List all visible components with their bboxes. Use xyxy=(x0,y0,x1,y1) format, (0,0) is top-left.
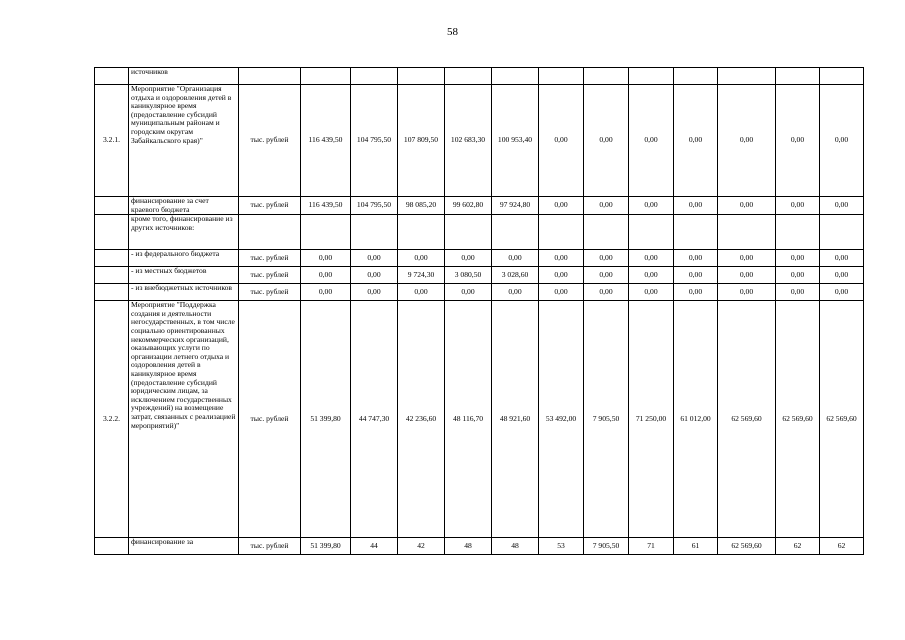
value-cell: 62 xyxy=(776,538,820,555)
value-cell: 102 683,30 xyxy=(445,85,492,197)
row-name: финансирование за xyxy=(129,538,239,555)
row-name: финансирование за счет краевого бюджета xyxy=(129,197,239,215)
table-row xyxy=(95,301,864,538)
value-cell: 0,00 xyxy=(820,197,864,215)
row-name: - из местных бюджетов xyxy=(129,267,239,284)
value-cell: 62 569,60 xyxy=(718,301,776,538)
value-cell xyxy=(492,68,539,85)
row-code xyxy=(95,284,129,301)
value-cell: 3 028,60 xyxy=(492,267,539,284)
value-cell: 0,00 xyxy=(539,197,584,215)
page-number: 58 xyxy=(447,26,458,38)
value-cell: 61 012,00 xyxy=(674,301,718,538)
value-cell: 0,00 xyxy=(776,250,820,267)
value-cell: 48 xyxy=(492,538,539,555)
value-cell: 0,00 xyxy=(398,284,445,301)
value-cell: 53 492,00 xyxy=(539,301,584,538)
value-cell xyxy=(776,68,820,85)
value-cell: 0,00 xyxy=(776,197,820,215)
value-cell: 0,00 xyxy=(301,284,351,301)
value-cell xyxy=(629,68,674,85)
row-name: - из федерального бюджета xyxy=(129,250,239,267)
value-cell: 0,00 xyxy=(674,250,718,267)
value-cell: 0,00 xyxy=(584,267,629,284)
value-cell: 0,00 xyxy=(584,197,629,215)
value-cell: 99 602,80 xyxy=(445,197,492,215)
value-cell: 0,00 xyxy=(820,267,864,284)
value-cell: 71 xyxy=(629,538,674,555)
value-cell: 0,00 xyxy=(776,284,820,301)
value-cell: 0,00 xyxy=(301,267,351,284)
value-cell: 48 116,70 xyxy=(445,301,492,538)
value-cell: 0,00 xyxy=(351,250,398,267)
value-cell: 7 905,50 xyxy=(584,301,629,538)
value-cell xyxy=(718,68,776,85)
value-cell xyxy=(776,215,820,250)
value-cell: 0,00 xyxy=(718,197,776,215)
row-name: кроме того, финансирование из других источников: xyxy=(129,215,239,250)
value-cell: 0,00 xyxy=(629,85,674,197)
value-cell xyxy=(445,68,492,85)
value-cell: 44 747,30 xyxy=(351,301,398,538)
value-cell: 62 xyxy=(820,538,864,555)
value-cell: 0,00 xyxy=(629,197,674,215)
value-cell: 62 569,60 xyxy=(718,538,776,555)
row-name: источников xyxy=(129,68,239,85)
value-cell xyxy=(584,215,629,250)
value-cell xyxy=(301,68,351,85)
row-code xyxy=(95,197,129,215)
value-cell: 0,00 xyxy=(539,85,584,197)
value-cell: 0,00 xyxy=(629,250,674,267)
value-cell: 9 724,30 xyxy=(398,267,445,284)
row-unit xyxy=(239,215,301,250)
value-cell xyxy=(718,215,776,250)
value-cell: 116 439,50 xyxy=(301,85,351,197)
table-row xyxy=(95,197,864,215)
value-cell: 0,00 xyxy=(301,250,351,267)
table-row xyxy=(95,284,864,301)
value-cell: 0,00 xyxy=(718,267,776,284)
value-cell: 104 795,50 xyxy=(351,197,398,215)
value-cell: 42 236,60 xyxy=(398,301,445,538)
row-code: 3.2.1. xyxy=(95,85,129,197)
value-cell xyxy=(820,215,864,250)
value-cell: 0,00 xyxy=(445,284,492,301)
row-unit: тыс. рублей xyxy=(239,85,301,197)
value-cell xyxy=(584,68,629,85)
value-cell xyxy=(674,215,718,250)
value-cell: 0,00 xyxy=(629,267,674,284)
program-table xyxy=(94,67,864,555)
value-cell: 0,00 xyxy=(674,197,718,215)
table-body xyxy=(95,68,864,555)
value-cell: 62 569,60 xyxy=(820,301,864,538)
value-cell: 0,00 xyxy=(539,250,584,267)
value-cell: 0,00 xyxy=(674,267,718,284)
value-cell: 48 xyxy=(445,538,492,555)
value-cell: 0,00 xyxy=(539,267,584,284)
value-cell: 0,00 xyxy=(820,250,864,267)
row-code xyxy=(95,250,129,267)
row-unit: тыс. рублей xyxy=(239,538,301,555)
value-cell: 0,00 xyxy=(351,284,398,301)
value-cell: 71 250,00 xyxy=(629,301,674,538)
value-cell: 0,00 xyxy=(776,267,820,284)
value-cell xyxy=(492,215,539,250)
value-cell: 107 809,50 xyxy=(398,85,445,197)
value-cell: 0,00 xyxy=(351,267,398,284)
value-cell xyxy=(351,215,398,250)
value-cell: 0,00 xyxy=(718,250,776,267)
value-cell: 0,00 xyxy=(398,250,445,267)
row-unit: тыс. рублей xyxy=(239,301,301,538)
value-cell: 0,00 xyxy=(584,284,629,301)
table-row xyxy=(95,215,864,250)
value-cell: 3 080,50 xyxy=(445,267,492,284)
value-cell xyxy=(674,68,718,85)
value-cell: 0,00 xyxy=(820,85,864,197)
row-unit: тыс. рублей xyxy=(239,267,301,284)
value-cell xyxy=(398,68,445,85)
value-cell: 98 085,20 xyxy=(398,197,445,215)
row-name: Мероприятие "Организация отдыха и оздоровления детей в каникулярное время (предоставление субсидий муниципальным районам и городским округам Забайкальского края)" xyxy=(129,85,239,197)
value-cell xyxy=(351,68,398,85)
row-code xyxy=(95,267,129,284)
table-row xyxy=(95,250,864,267)
value-cell: 7 905,50 xyxy=(584,538,629,555)
value-cell: 0,00 xyxy=(539,284,584,301)
row-code xyxy=(95,538,129,555)
value-cell: 0,00 xyxy=(776,85,820,197)
value-cell xyxy=(539,68,584,85)
table-row xyxy=(95,538,864,555)
value-cell xyxy=(398,215,445,250)
table-row xyxy=(95,85,864,197)
value-cell xyxy=(301,215,351,250)
value-cell: 0,00 xyxy=(445,250,492,267)
table-row xyxy=(95,68,864,85)
value-cell: 0,00 xyxy=(718,85,776,197)
value-cell: 104 795,50 xyxy=(351,85,398,197)
table-row xyxy=(95,267,864,284)
row-unit: тыс. рублей xyxy=(239,250,301,267)
value-cell: 0,00 xyxy=(820,284,864,301)
value-cell: 0,00 xyxy=(492,284,539,301)
value-cell: 116 439,50 xyxy=(301,197,351,215)
value-cell: 42 xyxy=(398,538,445,555)
value-cell: 53 xyxy=(539,538,584,555)
value-cell xyxy=(629,215,674,250)
value-cell: 0,00 xyxy=(629,284,674,301)
row-code: 3.2.2. xyxy=(95,301,129,538)
row-code xyxy=(95,215,129,250)
row-unit: тыс. рублей xyxy=(239,197,301,215)
value-cell: 62 569,60 xyxy=(776,301,820,538)
value-cell xyxy=(820,68,864,85)
value-cell: 48 921,60 xyxy=(492,301,539,538)
value-cell: 0,00 xyxy=(584,250,629,267)
value-cell: 97 924,80 xyxy=(492,197,539,215)
value-cell: 100 953,40 xyxy=(492,85,539,197)
row-unit: тыс. рублей xyxy=(239,284,301,301)
value-cell: 0,00 xyxy=(584,85,629,197)
value-cell xyxy=(445,215,492,250)
value-cell: 61 xyxy=(674,538,718,555)
value-cell xyxy=(539,215,584,250)
value-cell: 51 399,80 xyxy=(301,301,351,538)
row-unit xyxy=(239,68,301,85)
value-cell: 51 399,80 xyxy=(301,538,351,555)
value-cell: 0,00 xyxy=(674,284,718,301)
row-code xyxy=(95,68,129,85)
row-name: Мероприятие "Поддержка создания и деятельности негосударственных, в том числе социально ориентированных некоммерческих организаций, оказывающих услуги по организации летнего отдыха и оздоровления детей в каникулярное время (предоставление субсидий юридическим лицам, за исключением государственных учреждений) на возмещение затрат, связанных с реализацией мероприятий)" xyxy=(129,301,239,538)
value-cell: 0,00 xyxy=(718,284,776,301)
value-cell: 0,00 xyxy=(492,250,539,267)
value-cell: 44 xyxy=(351,538,398,555)
row-name: - из внебюджетных источников xyxy=(129,284,239,301)
value-cell: 0,00 xyxy=(674,85,718,197)
